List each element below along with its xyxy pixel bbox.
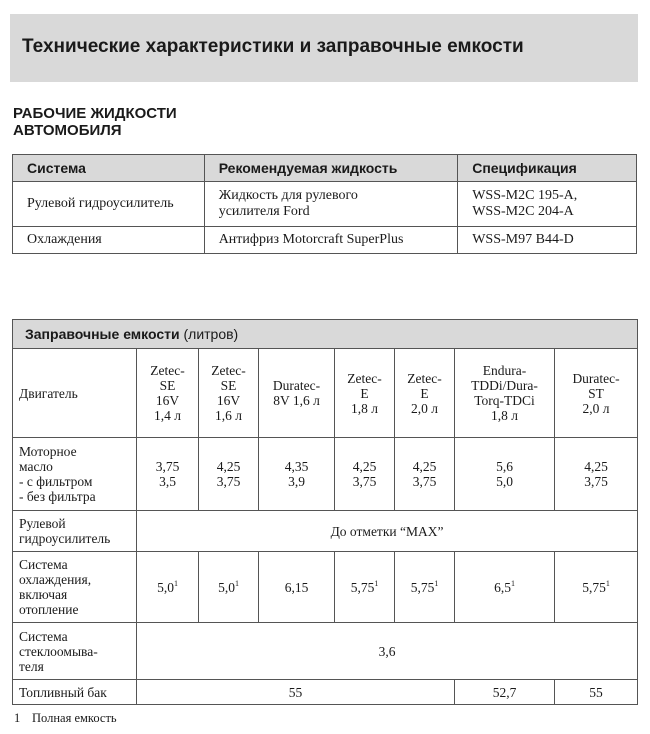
header-spec: Спецификация [458, 155, 637, 182]
engine-header [259, 349, 335, 438]
engine-line: 2,0 л [582, 400, 610, 416]
capacities-title [13, 320, 638, 349]
oil-without-filter: 3,75 [216, 474, 241, 489]
engine-row [13, 349, 638, 438]
footnote-mark: 1 [173, 578, 178, 588]
label-line: охлаждения, [19, 572, 92, 587]
oil-cell [137, 438, 199, 511]
table-row [13, 227, 637, 254]
fluid-line: Жидкость для рулевого [218, 188, 358, 203]
label-line: теля [19, 658, 44, 674]
engine-line: 16V [155, 393, 180, 408]
header-fluid: Рекомендуемая жидкость [204, 155, 458, 182]
engine-line: Zetec- [150, 363, 185, 378]
footnote-text: Полная емкость [32, 711, 117, 725]
engine-line: Zetec- [347, 370, 382, 386]
footnote [14, 711, 117, 726]
engine-line: Duratec- [572, 370, 620, 386]
oil-with-filter: 4,25 [412, 459, 437, 474]
label-line: - с фильтром [19, 474, 93, 489]
cooling-value: 5,0 [218, 579, 235, 595]
engine-header [455, 349, 555, 438]
engine-line: Torq-TDCi [474, 393, 535, 408]
washer-label [13, 623, 137, 680]
oil-with-filter: 5,6 [496, 459, 513, 474]
engine-line: TDDi/Dura- [471, 378, 538, 393]
cooling-value: 5,0 [157, 579, 174, 595]
cooling-row [13, 552, 638, 623]
cooling-cell [395, 552, 455, 623]
oil-row [13, 438, 638, 511]
oil-label [13, 438, 137, 511]
engine-header [555, 349, 638, 438]
engine-line: Duratec- [272, 378, 321, 393]
cooling-cell [137, 552, 199, 623]
power-steering-label [13, 511, 137, 552]
fluids-section-title [13, 105, 313, 139]
engine-header [137, 349, 199, 438]
label-line: стеклоомыва- [19, 643, 98, 659]
fluids-title-line1: РАБОЧИЕ ЖИДКОСТИ [13, 105, 177, 122]
footnote-mark: 1 [374, 578, 379, 588]
power-steering-value: До отметки “MAX” [137, 511, 638, 552]
engine-line: ST [588, 385, 604, 401]
label-line: масло [19, 459, 53, 474]
oil-cell [455, 438, 555, 511]
engine-label: Двигатель [13, 349, 137, 438]
engine-line: E [420, 385, 429, 401]
engine-header [335, 349, 395, 438]
cooling-cell [199, 552, 259, 623]
header-system: Система [13, 155, 205, 182]
engine-line: Zetec- [407, 370, 442, 386]
washer-row [13, 623, 638, 680]
spec-line: WSS-M2C 195-A, [472, 188, 578, 203]
engine-line: SE [220, 378, 237, 393]
footnote-mark: 1 [605, 578, 610, 588]
washer-value: 3,6 [137, 623, 638, 680]
footnote-mark: 1 [234, 578, 239, 588]
oil-cell [335, 438, 395, 511]
cooling-cell [259, 552, 335, 623]
cooling-cell [335, 552, 395, 623]
spec-cell: WSS-M97 B44-D [458, 227, 637, 254]
engine-line: SE [159, 378, 176, 393]
label-line: включая [19, 587, 68, 602]
oil-with-filter: 3,75 [155, 459, 180, 474]
cooling-value: 5,75 [582, 579, 606, 595]
oil-without-filter: 3,75 [584, 474, 608, 489]
label-line: Система [19, 628, 68, 644]
fluid-cell: Антифриз Motorcraft SuperPlus [204, 227, 458, 254]
fuel-petrol-value: 55 [137, 680, 455, 705]
page-title: Технические характеристики и заправочные емкости [22, 36, 524, 57]
engine-header [395, 349, 455, 438]
engine-header [199, 349, 259, 438]
table-row [13, 182, 637, 227]
oil-without-filter: 3,5 [159, 474, 176, 489]
oil-with-filter: 4,25 [216, 459, 241, 474]
engine-line: Endura- [482, 363, 527, 378]
label-line: Система [19, 557, 68, 572]
capacities-table [12, 319, 638, 705]
capacities-title-row [13, 320, 638, 349]
oil-with-filter: 4,35 [284, 459, 309, 474]
engine-line: 1,8 л [491, 408, 518, 423]
cooling-cell [455, 552, 555, 623]
oil-without-filter: 3,75 [412, 474, 437, 489]
oil-without-filter: 3,75 [352, 474, 377, 489]
oil-with-filter: 4,25 [352, 459, 377, 474]
fluids-table [12, 154, 637, 254]
spec-cell [458, 182, 637, 227]
power-steering-row [13, 511, 638, 552]
fuel-label: Топливный бак [13, 680, 137, 705]
cooling-label [13, 552, 137, 623]
system-cell: Охлаждения [13, 227, 205, 254]
label-line: гидроусилитель [19, 531, 111, 546]
cooling-cell [555, 552, 638, 623]
label-line: Рулевой [19, 516, 66, 531]
oil-with-filter: 4,25 [584, 459, 608, 474]
footnote-mark: 1 [510, 578, 515, 588]
fuel-diesel-value: 52,7 [455, 680, 555, 705]
engine-line: E [360, 385, 369, 401]
engine-line: 8V 1,6 л [273, 393, 320, 408]
footnote-number: 1 [14, 711, 21, 725]
oil-without-filter: 3,9 [288, 474, 305, 489]
spec-line: WSS-M2C 204-A [472, 204, 574, 219]
label-line: Моторное [19, 444, 77, 459]
engine-line: 16V [216, 393, 241, 408]
fuel-row [13, 680, 638, 705]
fluid-cell [204, 182, 458, 227]
cooling-value: 5,75 [350, 579, 375, 595]
engine-line: 2,0 л [411, 400, 438, 416]
system-cell: Рулевой гидроусилитель [13, 182, 205, 227]
label-line: - без фильтра [19, 489, 96, 504]
cooling-value: 6,5 [494, 579, 511, 595]
oil-without-filter: 5,0 [496, 474, 513, 489]
engine-line: 1,8 л [351, 400, 378, 416]
capacities-title-unit: (литров) [179, 325, 239, 342]
engine-line: 1,4 л [154, 408, 181, 423]
oil-cell [199, 438, 259, 511]
oil-cell [259, 438, 335, 511]
label-line: отопление [19, 602, 79, 617]
oil-cell [395, 438, 455, 511]
oil-cell [555, 438, 638, 511]
fluids-title-line2: АВТОМОБИЛЯ [13, 122, 122, 139]
capacities-title-bold: Заправочные емкости [25, 325, 180, 342]
fluid-line: усилителя Ford [218, 204, 310, 219]
fluids-header-row [13, 155, 637, 182]
footnote-mark: 1 [434, 578, 439, 588]
cooling-value: 5,75 [410, 579, 435, 595]
cooling-value: 6,15 [284, 579, 309, 595]
engine-line: Zetec- [211, 363, 246, 378]
engine-line: 1,6 л [215, 408, 242, 423]
fuel-st-value: 55 [555, 680, 638, 705]
